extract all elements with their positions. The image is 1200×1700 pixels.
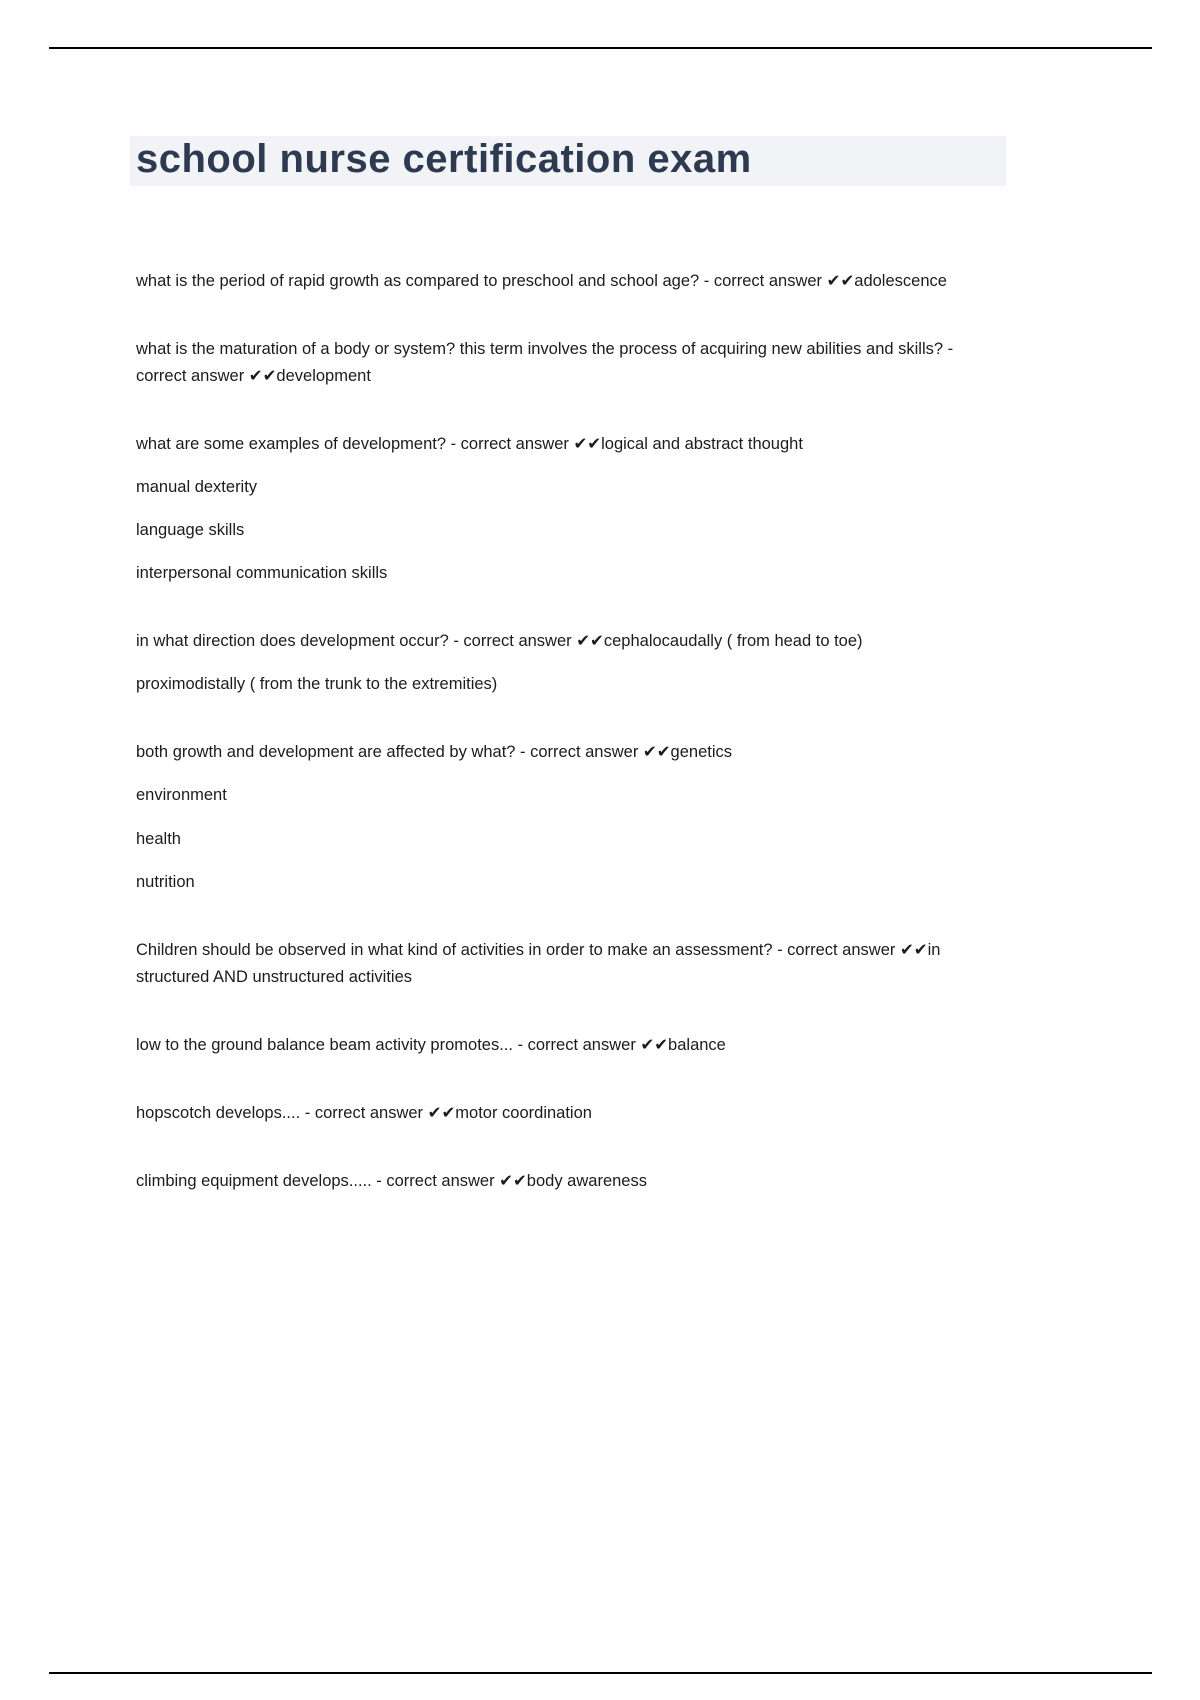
qa-paragraph: manual dexterity — [136, 478, 258, 497]
qa-paragraph: both growth and development are affected by what? - correct answer ✔✔genetics — [136, 743, 733, 762]
qa-paragraph: proximodistally ( from the trunk to the extremities) — [136, 675, 498, 694]
qa-list — [136, 268, 1004, 1236]
qa-paragraph: environment — [136, 786, 227, 805]
bottom-rule — [49, 1672, 1152, 1674]
qa-paragraph: what are some examples of development? - correct answer ✔✔logical and abstract thought — [136, 435, 803, 454]
qa-paragraph: what is the maturation of a body or system? this term involves the process of acquiring new abilities and skills? - correct answer ✔✔development — [136, 340, 954, 386]
qa-block — [136, 937, 1004, 991]
qa-block — [136, 739, 1004, 895]
qa-paragraph: in what direction does development occur? - correct answer ✔✔cephalocaudally ( from head to toe) — [136, 632, 863, 651]
qa-block — [136, 336, 1004, 390]
qa-paragraph: interpersonal communication skills — [136, 564, 388, 583]
qa-paragraph: what is the period of rapid growth as compared to preschool and school age? - correct answer ✔✔adolescence — [136, 272, 947, 290]
qa-paragraph: climbing equipment develops..... - correct answer ✔✔body awareness — [136, 1171, 647, 1190]
qa-paragraph: Children should be observed in what kind of activities in order to make an assessment? - correct answer ✔✔in structured AND unstructured activities — [136, 940, 941, 986]
qa-block — [136, 431, 1004, 587]
qa-paragraph: nutrition — [136, 872, 195, 891]
qa-paragraph: hopscotch develops.... - correct answer ✔✔motor coordination — [136, 1103, 592, 1122]
qa-paragraph: language skills — [136, 521, 245, 540]
page-title: school nurse certification exam — [136, 137, 752, 181]
qa-block — [136, 628, 1004, 698]
qa-block — [136, 1100, 1004, 1127]
qa-paragraph: low to the ground balance beam activity promotes... - correct answer ✔✔balance — [136, 1035, 726, 1054]
qa-block — [136, 1032, 1004, 1059]
qa-block — [136, 268, 1004, 295]
qa-paragraph: health — [136, 829, 181, 848]
title-bar — [130, 136, 1006, 186]
qa-block — [136, 1168, 1004, 1195]
top-rule — [49, 47, 1152, 49]
